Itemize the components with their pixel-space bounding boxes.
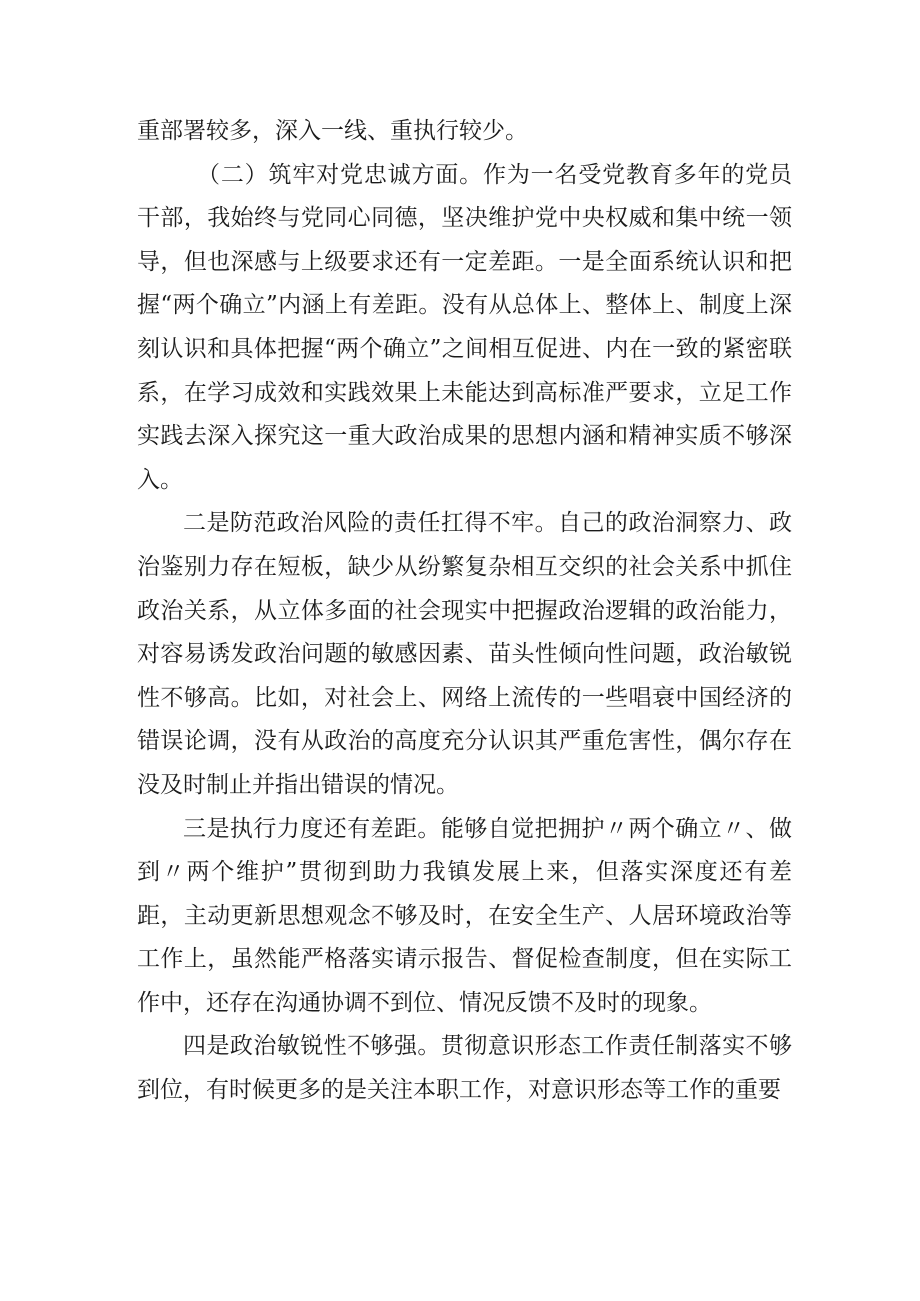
paragraph-point-2: 二是防范政治风险的责任扛得不牢。自己的政治洞察力、政治鉴别力存在短板，缺少从纷繁复杂相互交织的社会关系中抓住政治关系，从立体多面的社会现实中把握政治逻辑的政治能力，对容易诱发政治问题的敏感因素、苗头性倾向性问题，政治敏锐性不够高。比如，对社会上、网络上流传的一些唱衰中国经济的错误论调，没有从政治的高度充分认识其严重危害性，偶尔存在没及时制止并指出错误的情况。 [137, 510, 792, 798]
paragraph-section-2: （二）筑牢对党忠诚方面。作为一名受党教育多年的党员干部，我始终与党同心同德，坚决维护党中央权威和集中统一领导，但也深感与上级要求还有一定差距。一是全面系统认识和把握“两个确立”内涵上有差距。没有从总体上、整体上、制度上深刻认识和具体把握“两个确立”之间相互促进、内在一致的紧密联系，在学习成效和实践效果上未能达到高标准严要求，立足工作实践去深入探究这一重大政治成果的思想内涵和精神实质不够深入。 [137, 161, 792, 493]
paragraph-point-4: 四是政治敏锐性不够强。贯彻意识形态工作责任制落实不够到位，有时候更多的是关注本职工作，对意识形态等工作的重要 [137, 1033, 792, 1104]
paragraph-continuation: 重部署较多，深入一线、重执行较少。 [137, 118, 528, 144]
paragraph-point-3: 三是执行力度还有差距。能够自觉把拥护〃两个确立〃、做到〃两个维护”贯彻到助力我镇发展上来，但落实深度还有差距，主动更新思想观念不够及时，在安全生产、人居环境政治等工作上，虽然能严格落实请示报告、督促检查制度，但在实际工作中，还存在沟通协调不到位、情况反馈不及时的现象。 [137, 815, 792, 1016]
document-body [137, 110, 792, 1113]
